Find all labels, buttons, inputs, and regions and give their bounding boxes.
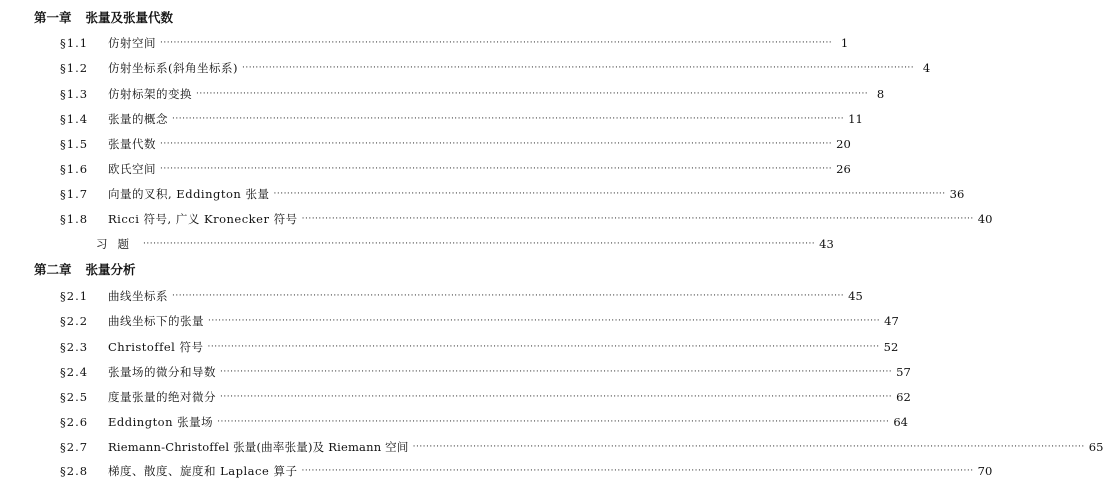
section-number: §2.4 xyxy=(60,365,89,379)
page-number: 62 xyxy=(896,390,911,404)
toc-entry-exercises[interactable] xyxy=(60,233,834,255)
section-number: §1.5 xyxy=(60,137,89,151)
toc-entry[interactable] xyxy=(60,411,908,433)
toc-entry[interactable] xyxy=(60,460,993,482)
dot-leader: ········································································································································································································ xyxy=(301,214,974,224)
toc-entry[interactable] xyxy=(60,183,965,205)
section-number: §1.4 xyxy=(60,112,89,126)
section-title: 曲线坐标下的张量 xyxy=(108,314,204,328)
dot-leader: ········································································································································································································ xyxy=(172,291,845,301)
page-number: 4 xyxy=(922,61,931,75)
page-number: 11 xyxy=(848,112,863,126)
page-number: 64 xyxy=(893,415,908,429)
page-number: 20 xyxy=(836,137,851,151)
dot-leader: ········································································································································································································ xyxy=(208,316,881,326)
section-number: §2.1 xyxy=(60,289,89,303)
section-title: 向量的叉积, Eddington 张量 xyxy=(108,187,270,201)
section-number: §2.2 xyxy=(60,314,89,328)
chapter-1-heading xyxy=(34,6,173,28)
toc-entry[interactable] xyxy=(60,83,885,105)
page-number: 1 xyxy=(840,36,849,50)
toc-entry[interactable] xyxy=(60,57,931,79)
toc-entry[interactable] xyxy=(60,32,849,54)
section-title: 度量张量的绝对微分 xyxy=(108,390,216,404)
toc-entry[interactable] xyxy=(60,361,911,383)
dot-leader: ········································································································································································································ xyxy=(143,239,816,249)
toc-entry[interactable] xyxy=(60,336,899,358)
chapter-title: 张量及张量代数 xyxy=(85,10,174,25)
section-number: §1.6 xyxy=(60,162,89,176)
section-title: 习题 xyxy=(96,237,139,251)
dot-leader: ········································································································································································································ xyxy=(160,139,833,149)
chapter-label: 第二章 xyxy=(34,262,72,277)
section-title: 仿射标架的变换 xyxy=(108,87,192,101)
section-title: Ricci 符号, 广义 Kronecker 符号 xyxy=(108,212,298,226)
dot-leader: ········································································································································································································ xyxy=(160,38,833,48)
toc-entry[interactable] xyxy=(60,386,911,408)
toc-entry[interactable] xyxy=(60,158,851,180)
page-number: 36 xyxy=(949,187,965,201)
page-number: 43 xyxy=(819,237,834,251)
dot-leader: ········································································································································································································ xyxy=(273,189,946,199)
dot-leader: ········································································································································································································ xyxy=(412,442,1085,452)
page-number: 26 xyxy=(836,162,851,176)
section-number: §1.3 xyxy=(60,87,89,101)
dot-leader: ········································································································································································································ xyxy=(220,392,893,402)
toc-entry[interactable] xyxy=(60,108,863,130)
dot-leader: ········································································································································································································ xyxy=(301,466,974,476)
section-title: Eddington 张量场 xyxy=(108,415,214,429)
page-number: 40 xyxy=(977,212,993,226)
section-number: §2.8 xyxy=(60,464,89,478)
dot-leader: ········································································································································································································ xyxy=(172,114,845,124)
dot-leader: ········································································································································································································ xyxy=(207,342,880,352)
page-number: 70 xyxy=(977,464,993,478)
section-title: 张量的概念 xyxy=(108,112,168,126)
section-title: 仿射坐标系(斜角坐标系) xyxy=(108,61,238,75)
chapter-2-heading xyxy=(34,258,136,280)
dot-leader: ········································································································································································································ xyxy=(196,89,869,99)
section-number: §2.3 xyxy=(60,340,89,354)
section-title: Christoffel 符号 xyxy=(108,340,204,354)
toc-entry[interactable] xyxy=(60,436,1103,458)
chapter-label: 第一章 xyxy=(34,10,72,25)
page-number: 45 xyxy=(848,289,863,303)
section-title: 欧氏空间 xyxy=(108,162,156,176)
dot-leader: ········································································································································································································ xyxy=(217,417,890,427)
section-title: 张量代数 xyxy=(108,137,156,151)
section-number: §2.7 xyxy=(60,440,89,454)
section-number: §1.2 xyxy=(60,61,89,75)
dot-leader: ········································································································································································································ xyxy=(241,63,915,73)
section-number: §2.6 xyxy=(60,415,89,429)
section-title: Riemann-Christoffel 张量(曲率张量)及 Riemann 空间 xyxy=(108,440,409,454)
toc-entry[interactable] xyxy=(60,285,863,307)
page-number: 52 xyxy=(883,340,899,354)
toc-entry[interactable] xyxy=(60,310,899,332)
page-number: 57 xyxy=(896,365,911,379)
section-title: 曲线坐标系 xyxy=(108,289,168,303)
section-number: §1.8 xyxy=(60,212,89,226)
section-title: 梯度、散度、旋度和 Laplace 算子 xyxy=(108,464,298,478)
page-number: 47 xyxy=(884,314,899,328)
section-number: §1.1 xyxy=(60,36,89,50)
section-title: 仿射空间 xyxy=(108,36,156,50)
section-title: 张量场的微分和导数 xyxy=(108,365,216,379)
section-number: §2.5 xyxy=(60,390,89,404)
toc-entry[interactable] xyxy=(60,208,993,230)
dot-leader: ········································································································································································································ xyxy=(160,164,833,174)
page-number: 65 xyxy=(1088,440,1103,454)
dot-leader: ········································································································································································································ xyxy=(220,367,893,377)
chapter-title: 张量分析 xyxy=(85,262,136,277)
section-number: §1.7 xyxy=(60,187,89,201)
toc-entry[interactable] xyxy=(60,133,851,155)
page-number: 8 xyxy=(876,87,885,101)
